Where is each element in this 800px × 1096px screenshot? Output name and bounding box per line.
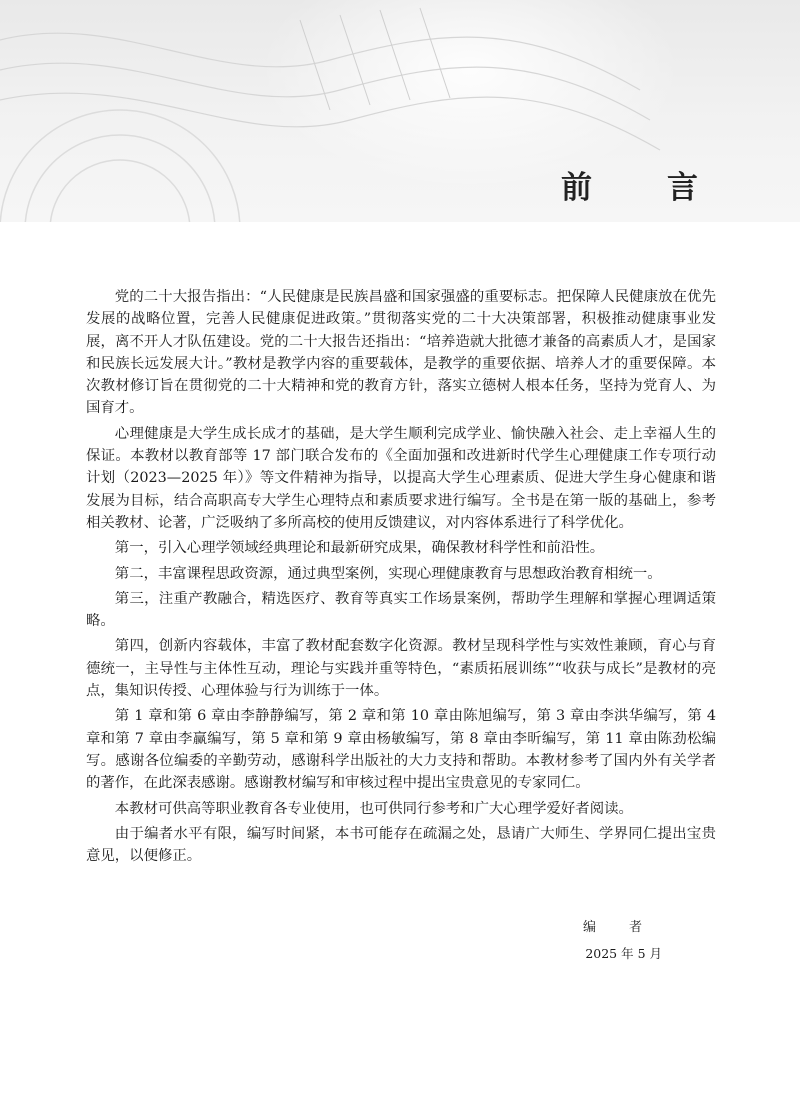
signer: 编 者 <box>582 920 652 935</box>
preface-body <box>86 286 716 870</box>
paragraph: 本教材可供高等职业教育各专业使用，也可供同行参考和广大心理学爱好者阅读。 <box>114 800 633 817</box>
paragraph: 第三，注重产教融合，精选医疗、教育等真实工作场景案例，帮助学生理解和掌握心理调适策略。 <box>86 590 716 630</box>
paragraph: 第四，创新内容载体，丰富了教材配套数字化资源。教材呈现科学性与实效性兼顾，育心与育德统一，主导性与主体性互动，理论与实践并重等特色，“素质拓展训练”“收获与成长”是教材的亮点，集知识传授、心理体验与行为训练于一体。 <box>86 638 716 700</box>
paragraph: 心理健康是大学生成长成才的基础，是大学生顺利完成学业、愉快融入社会、走上幸福人生的保证。本教材以教育部等 17 部门联合发布的《全面加强和改进新时代学生心理健康工作专项行动计划（2023—2025 年）》等文件精神为指导，以提高大学生心理素质、促进大学生身心健康和谐发展为目标，结合高职高专大学生心理特点和素质要求进行编写。全书是在第一版的基础上，参考相关教材、论著，广泛吸纳了多所高校的使用反馈建议，对内容体系进行了科学优化。 <box>86 425 716 531</box>
date: 2025 年 5 月 <box>585 946 662 961</box>
paragraph: 第 1 章和第 6 章由李静静编写，第 2 章和第 10 章由陈旭编写，第 3 章由李洪华编写，第 4 章和第 7 章由李赢编写，第 5 章和第 9 章由杨敏编写，第 8 章由李昕编写，第 11 章由陈劲松编写。感谢各位编委的辛勤劳动，感谢科学出版社的大力支持和帮助。本教材参考了国内外有关学者的著作，在此深表感谢。感谢教材编写和审核过程中提出宝贵意见的专家同仁。 <box>86 708 716 792</box>
paragraph: 党的二十大报告指出：“人民健康是民族昌盛和国家强盛的重要标志。把保障人民健康放在优先发展的战略位置，完善人民健康促进政策。”贯彻落实党的二十大决策部署，积极推动健康事业发展，离不开人才队伍建设。党的二十大报告还指出：“培养造就大批德才兼备的高素质人才，是国家和民族长远发展大计。”教材是教学内容的重要载体，是教学的重要依据、培养人才的重要保障。本次教材修订旨在贯彻党的二十大精神和党的教育方针，落实立德树人根本任务，坚持为党育人、为国育才。 <box>86 289 716 417</box>
paragraph: 第一，引入心理学领域经典理论和最新研究成果，确保教材科学性和前沿性。 <box>114 540 605 557</box>
page-title: 前 言 <box>561 170 720 206</box>
paragraph: 由于编者水平有限，编写时间紧，本书可能存在疏漏之处，恳请广大师生、学界同仁提出宝贵意见，以便修正。 <box>86 825 716 865</box>
paragraph: 第二，丰富课程思政资源，通过典型案例，实现心理健康教育与思想政治教育相统一。 <box>114 565 662 582</box>
signoff <box>500 915 690 967</box>
